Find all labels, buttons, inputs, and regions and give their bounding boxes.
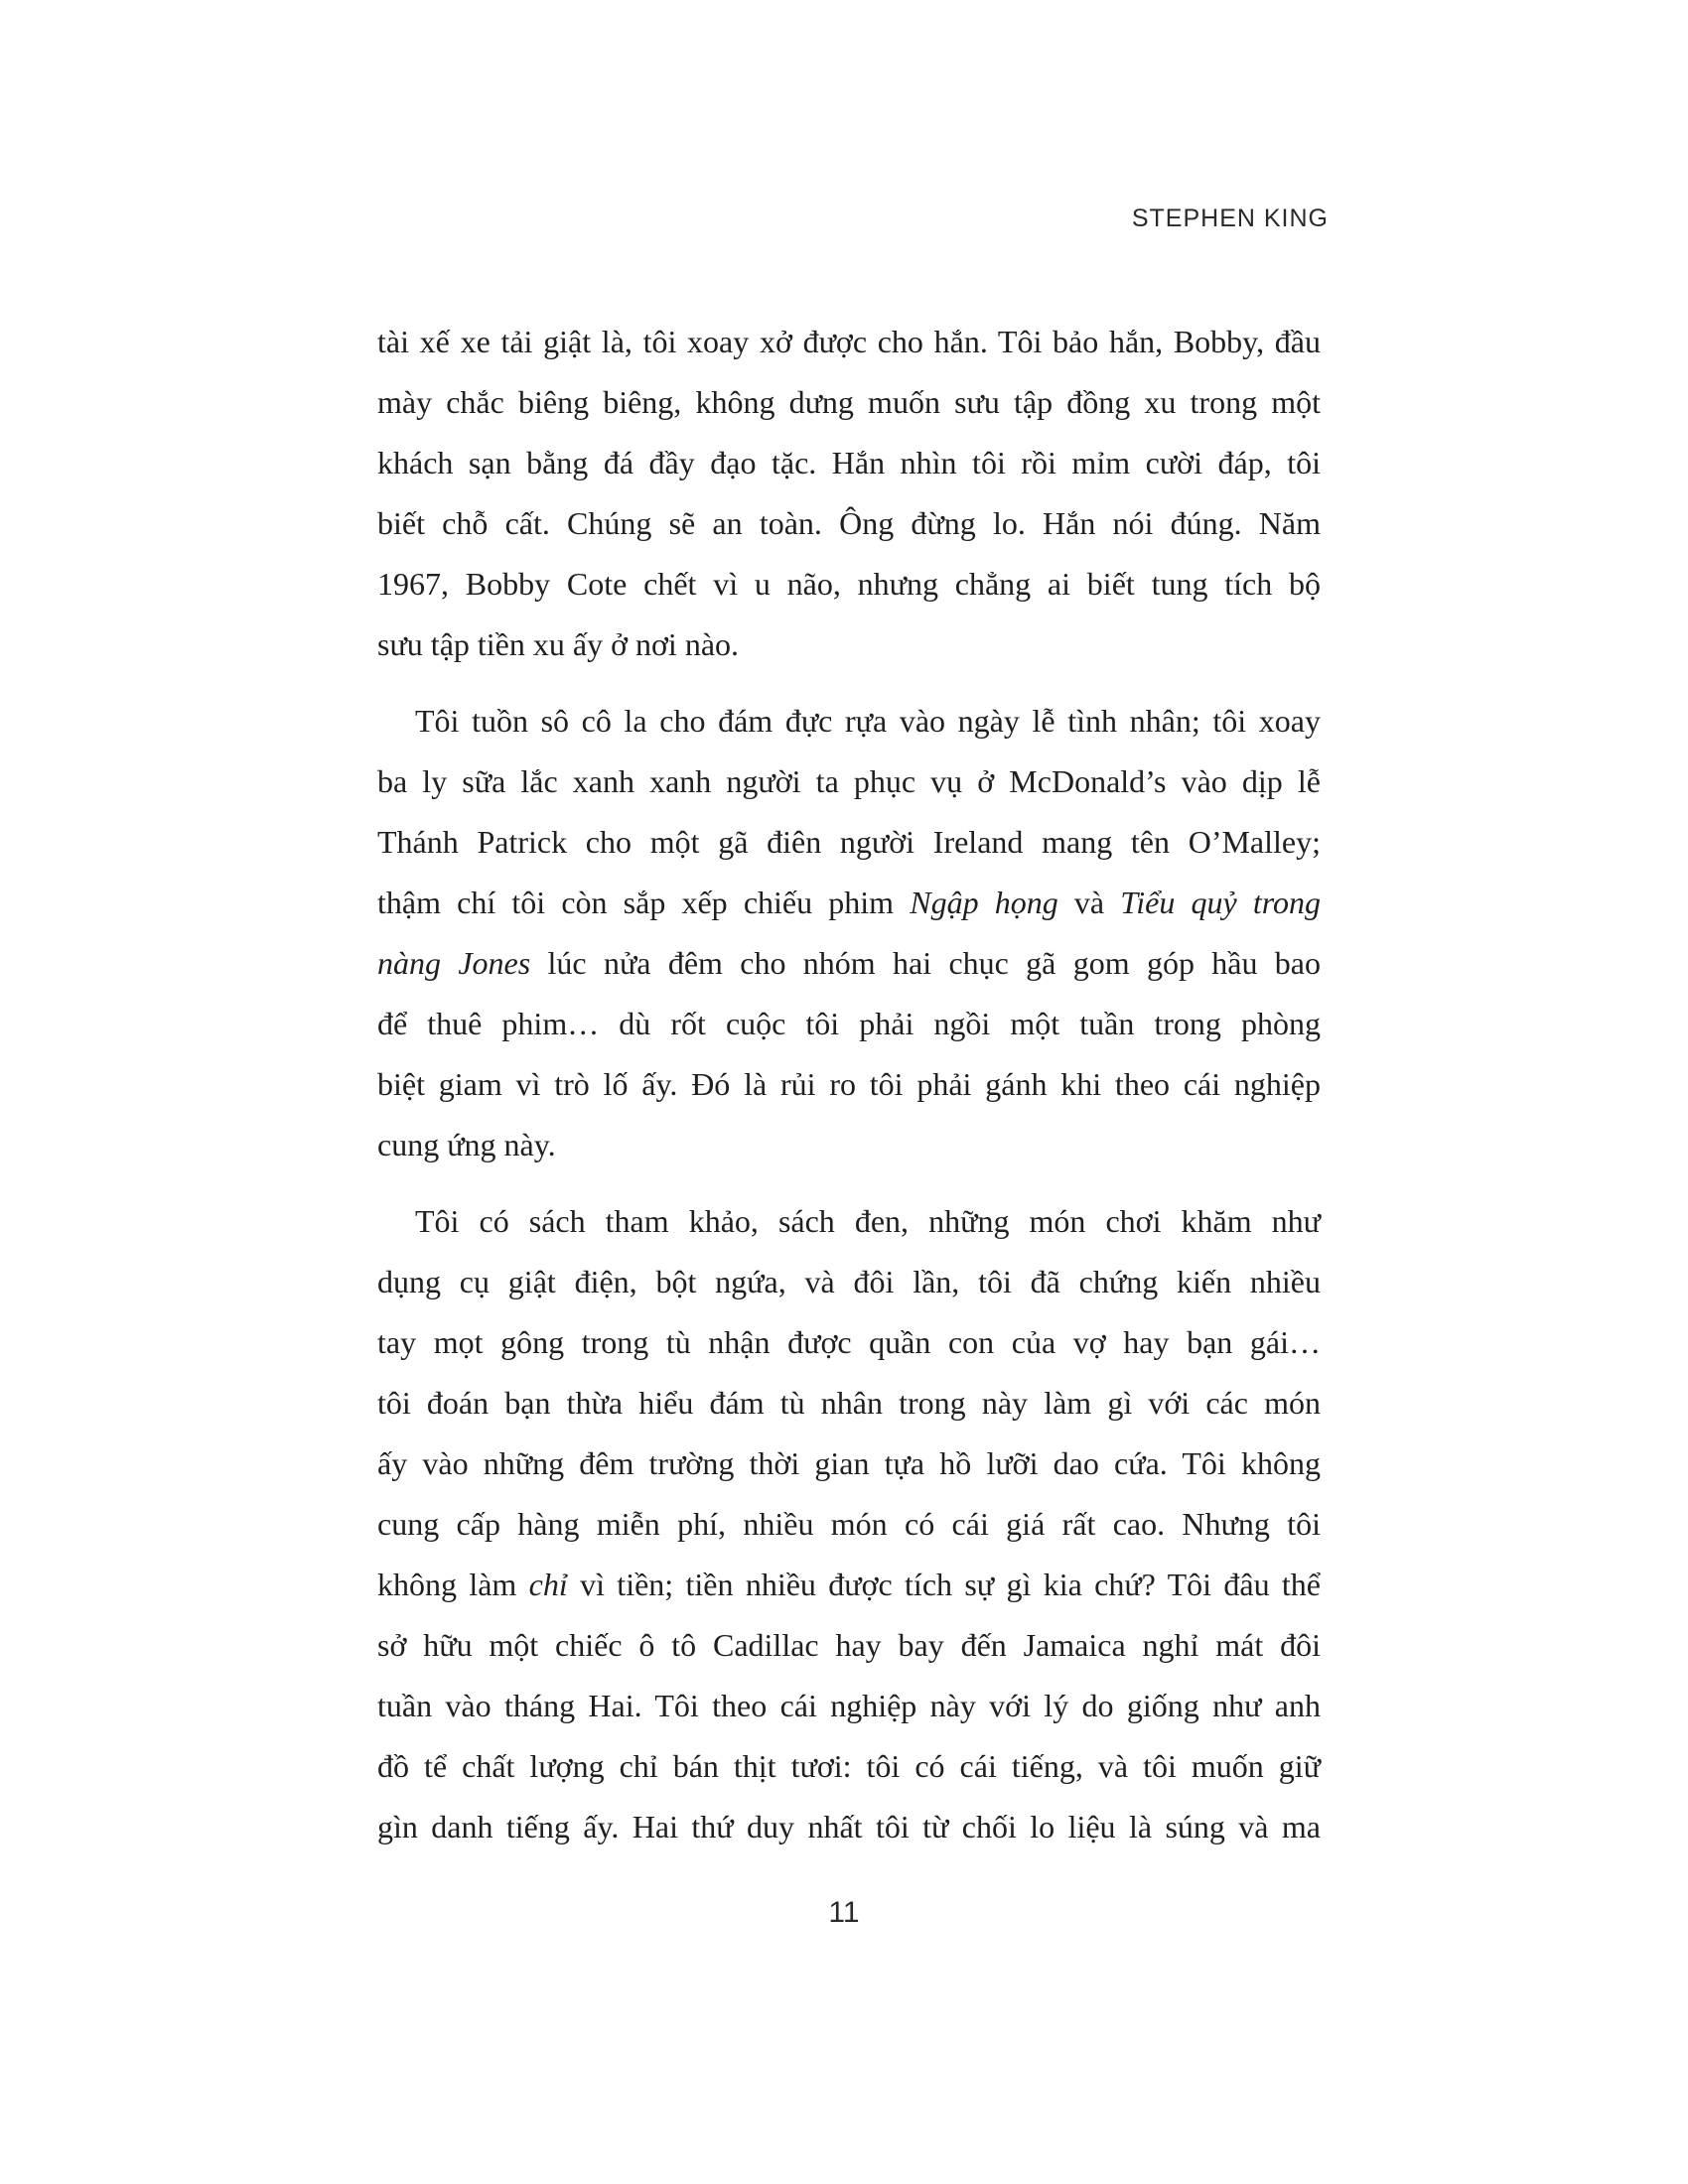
text-line: ba ly sữa lắc xanh xanh người ta phục vụ ở McDonald’s vào dịp lễ [377, 763, 1321, 799]
emphasis-chi: chỉ [528, 1567, 568, 1602]
text-line [377, 1555, 1321, 1615]
text-line: Tôi tuồn sô cô la cho đám đực rựa vào ngày lễ tình nhân; tôi xoay [415, 703, 1321, 739]
text-run: và [1057, 885, 1121, 920]
text-line: đồ tể chất lượng chỉ bán thịt tươi: tôi có cái tiếng, và tôi muốn giữ [377, 1748, 1321, 1784]
text-line [377, 873, 1321, 933]
text-line: gìn danh tiếng ấy. Hai thứ duy nhất tôi từ chối lo liệu là súng và ma [377, 1809, 1321, 1844]
text-line: cung cấp hàng miễn phí, nhiều món có cái giá rất cao. Nhưng tôi [377, 1506, 1321, 1542]
text-line: Tôi có sách tham khảo, sách đen, những món chơi khăm như [415, 1203, 1321, 1239]
text-line: mày chắc biêng biêng, không dưng muốn sưu tập đồng xu trong một [377, 384, 1321, 420]
text-line: biết chỗ cất. Chúng sẽ an toàn. Ông đừng lo. Hắn nói đúng. Năm [377, 505, 1321, 541]
body-text [377, 312, 1321, 1857]
text-line: dụng cụ giật điện, bột ngứa, và đôi lần, tôi đã chứng kiến nhiều [377, 1264, 1321, 1299]
text-line [377, 933, 1321, 994]
text-line: Thánh Patrick cho một gã điên người Ireland mang tên O’Malley; [377, 824, 1321, 860]
text-line: khách sạn bằng đá đầy đạo tặc. Hắn nhìn tôi rồi mỉm cười đáp, tôi [377, 445, 1321, 480]
running-header-author: STEPHEN KING [1131, 205, 1329, 232]
film-title-tieu-quy-part1: Tiểu quỷ trong [1120, 885, 1322, 920]
text-run: vì tiền; tiền nhiều được tích sự gì kia chứ? Tôi đâu thể [567, 1567, 1322, 1602]
text-run: lúc nửa đêm cho nhóm hai chục gã gom góp hầu bao [530, 945, 1322, 981]
text-line: 1967, Bobby Cote chết vì u não, nhưng chẳng ai biết tung tích bộ [377, 566, 1321, 602]
text-line: tuần vào tháng Hai. Tôi theo cái nghiệp này với lý do giống như anh [377, 1688, 1321, 1723]
page-number: 11 [828, 1896, 860, 1929]
text-line: cung ứng này. [377, 1127, 556, 1162]
text-line: sở hữu một chiếc ô tô Cadillac hay bay đến Jamaica nghỉ mát đôi [377, 1627, 1321, 1663]
text-line: tài xế xe tải giật là, tôi xoay xở được cho hắn. Tôi bảo hắn, Bobby, đầu [377, 324, 1321, 359]
text-line: để thuê phim… dù rốt cuộc tôi phải ngồi một tuần trong phòng [377, 1006, 1321, 1041]
text-line: tay mọt gông trong tù nhận được quần con của vợ hay bạn gái… [377, 1324, 1321, 1360]
paragraph-3 [377, 1191, 1321, 1857]
paragraph-1 [377, 312, 1321, 675]
text-run: thậm chí tôi còn sắp xếp chiếu phim [377, 885, 911, 920]
text-run: không làm [377, 1567, 529, 1602]
text-line: tôi đoán bạn thừa hiểu đám tù nhân trong này làm gì với các món [377, 1385, 1321, 1421]
text-line: sưu tập tiền xu ấy ở nơi nào. [377, 626, 740, 662]
paragraph-2 [377, 691, 1321, 1175]
film-title-ngap-hong: Ngập họng [910, 885, 1058, 920]
text-line: biệt giam vì trò lố ấy. Đó là rủi ro tôi phải gánh khi theo cái nghiệp [377, 1066, 1321, 1102]
film-title-tieu-quy-part2: nàng Jones [377, 945, 531, 981]
text-line: ấy vào những đêm trường thời gian tựa hồ lưỡi dao cứa. Tôi không [377, 1445, 1321, 1481]
